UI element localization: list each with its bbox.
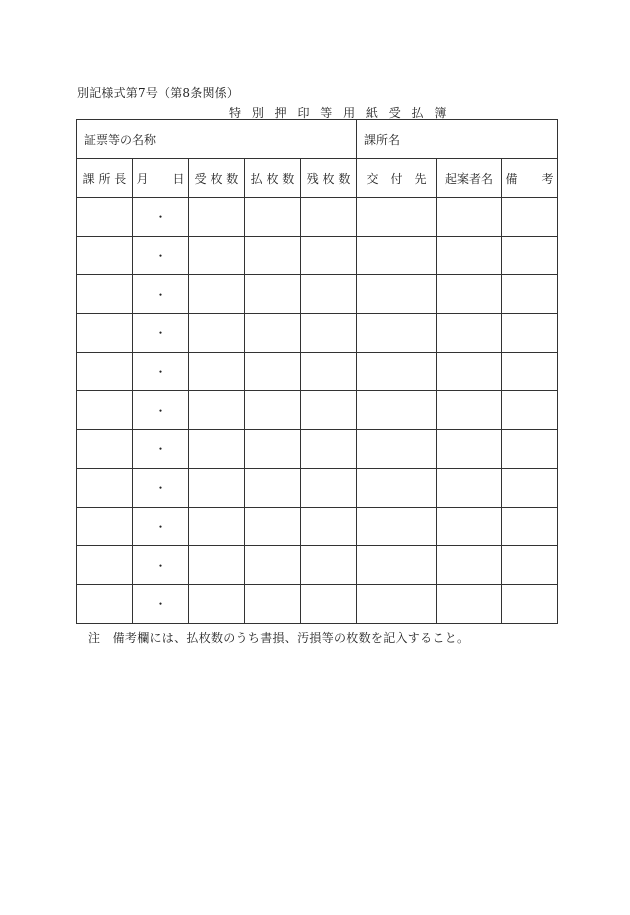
cell-remarks[interactable] [502, 430, 558, 469]
cell-issued-count[interactable] [245, 352, 301, 391]
cell-remaining-count[interactable] [301, 546, 357, 585]
section-name-label: 課所名 [357, 120, 558, 159]
cell-received-count[interactable] [189, 198, 245, 237]
cell-drafter-name[interactable] [437, 468, 502, 507]
cell-issued-count[interactable] [245, 507, 301, 546]
col-header-date: 月 日 [133, 159, 189, 198]
cell-recipient[interactable] [357, 546, 437, 585]
cell-drafter-name[interactable] [437, 546, 502, 585]
cell-section-chief[interactable] [77, 198, 133, 237]
cell-remarks[interactable] [502, 275, 558, 314]
table-row [77, 584, 558, 623]
cell-drafter-name[interactable] [437, 236, 502, 275]
form-number: 別記様式第7号（第8条関係） [77, 86, 240, 100]
cell-recipient[interactable] [357, 391, 437, 430]
cell-issued-count[interactable] [245, 584, 301, 623]
ledger-rows [77, 198, 558, 624]
col-header-remarks: 備 考 [502, 159, 558, 198]
table-row [77, 546, 558, 585]
col-header-received-count: 受 枚 数 [189, 159, 245, 198]
cell-received-count[interactable] [189, 546, 245, 585]
col-header-remaining-count: 残 枚 数 [301, 159, 357, 198]
table-row [77, 198, 558, 237]
cell-issued-count[interactable] [245, 198, 301, 237]
cell-received-count[interactable] [189, 430, 245, 469]
certificate-name-label: 証票等の名称 [77, 120, 357, 159]
cell-received-count[interactable] [189, 468, 245, 507]
cell-remaining-count[interactable] [301, 507, 357, 546]
cell-drafter-name[interactable] [437, 275, 502, 314]
cell-drafter-name[interactable] [437, 314, 502, 353]
cell-received-count[interactable] [189, 236, 245, 275]
cell-remarks[interactable] [502, 314, 558, 353]
cell-date[interactable]: ・ [133, 391, 189, 430]
cell-recipient[interactable] [357, 198, 437, 237]
cell-remaining-count[interactable] [301, 391, 357, 430]
table-row [77, 391, 558, 430]
cell-section-chief[interactable] [77, 468, 133, 507]
cell-section-chief[interactable] [77, 314, 133, 353]
footnote: 注 備考欄には、払枚数のうち書損、汚損等の枚数を記入すること。 [88, 631, 470, 645]
cell-section-chief[interactable] [77, 391, 133, 430]
cell-date[interactable]: ・ [133, 468, 189, 507]
cell-received-count[interactable] [189, 584, 245, 623]
cell-date[interactable]: ・ [133, 314, 189, 353]
cell-issued-count[interactable] [245, 275, 301, 314]
cell-remarks[interactable] [502, 546, 558, 585]
cell-remarks[interactable] [502, 584, 558, 623]
cell-drafter-name[interactable] [437, 430, 502, 469]
cell-remarks[interactable] [502, 391, 558, 430]
cell-section-chief[interactable] [77, 507, 133, 546]
cell-date[interactable]: ・ [133, 275, 189, 314]
col-header-drafter-name: 起案者名 [437, 159, 502, 198]
cell-issued-count[interactable] [245, 314, 301, 353]
cell-issued-count[interactable] [245, 236, 301, 275]
cell-received-count[interactable] [189, 507, 245, 546]
page-title: 特 別 押 印 等 用 紙 受 払 簿 [229, 106, 448, 120]
cell-recipient[interactable] [357, 584, 437, 623]
cell-remarks[interactable] [502, 468, 558, 507]
cell-section-chief[interactable] [77, 236, 133, 275]
cell-recipient[interactable] [357, 507, 437, 546]
col-header-section-chief: 課 所 長 [77, 159, 133, 198]
cell-drafter-name[interactable] [437, 391, 502, 430]
table-row [77, 507, 558, 546]
cell-remaining-count[interactable] [301, 468, 357, 507]
cell-issued-count[interactable] [245, 546, 301, 585]
column-header-row [77, 159, 558, 198]
ledger-table [76, 119, 558, 624]
cell-recipient[interactable] [357, 430, 437, 469]
col-header-issued-count: 払 枚 数 [245, 159, 301, 198]
cell-drafter-name[interactable] [437, 507, 502, 546]
cell-remaining-count[interactable] [301, 198, 357, 237]
cell-recipient[interactable] [357, 275, 437, 314]
cell-recipient[interactable] [357, 468, 437, 507]
cell-remarks[interactable] [502, 198, 558, 237]
cell-date[interactable]: ・ [133, 507, 189, 546]
cell-drafter-name[interactable] [437, 584, 502, 623]
cell-date[interactable]: ・ [133, 236, 189, 275]
cell-section-chief[interactable] [77, 430, 133, 469]
cell-received-count[interactable] [189, 352, 245, 391]
cell-remarks[interactable] [502, 236, 558, 275]
cell-section-chief[interactable] [77, 584, 133, 623]
cell-recipient[interactable] [357, 314, 437, 353]
cell-remarks[interactable] [502, 352, 558, 391]
cell-section-chief[interactable] [77, 352, 133, 391]
cell-recipient[interactable] [357, 236, 437, 275]
cell-remaining-count[interactable] [301, 430, 357, 469]
table-row [77, 430, 558, 469]
cell-remarks[interactable] [502, 507, 558, 546]
cell-date[interactable]: ・ [133, 430, 189, 469]
cell-date[interactable]: ・ [133, 352, 189, 391]
cell-date[interactable]: ・ [133, 584, 189, 623]
cell-date[interactable]: ・ [133, 546, 189, 585]
cell-remaining-count[interactable] [301, 236, 357, 275]
col-header-recipient: 交 付 先 [357, 159, 437, 198]
table-row [77, 314, 558, 353]
name-row [77, 120, 558, 159]
cell-issued-count[interactable] [245, 391, 301, 430]
cell-received-count[interactable] [189, 391, 245, 430]
cell-issued-count[interactable] [245, 468, 301, 507]
table-row [77, 468, 558, 507]
table-row [77, 352, 558, 391]
cell-drafter-name[interactable] [437, 352, 502, 391]
cell-remaining-count[interactable] [301, 584, 357, 623]
cell-received-count[interactable] [189, 314, 245, 353]
cell-section-chief[interactable] [77, 275, 133, 314]
table-row [77, 275, 558, 314]
cell-drafter-name[interactable] [437, 198, 502, 237]
cell-remaining-count[interactable] [301, 352, 357, 391]
cell-issued-count[interactable] [245, 430, 301, 469]
cell-date[interactable]: ・ [133, 198, 189, 237]
cell-remaining-count[interactable] [301, 314, 357, 353]
cell-remaining-count[interactable] [301, 275, 357, 314]
cell-recipient[interactable] [357, 352, 437, 391]
table-row [77, 236, 558, 275]
cell-received-count[interactable] [189, 275, 245, 314]
cell-section-chief[interactable] [77, 546, 133, 585]
